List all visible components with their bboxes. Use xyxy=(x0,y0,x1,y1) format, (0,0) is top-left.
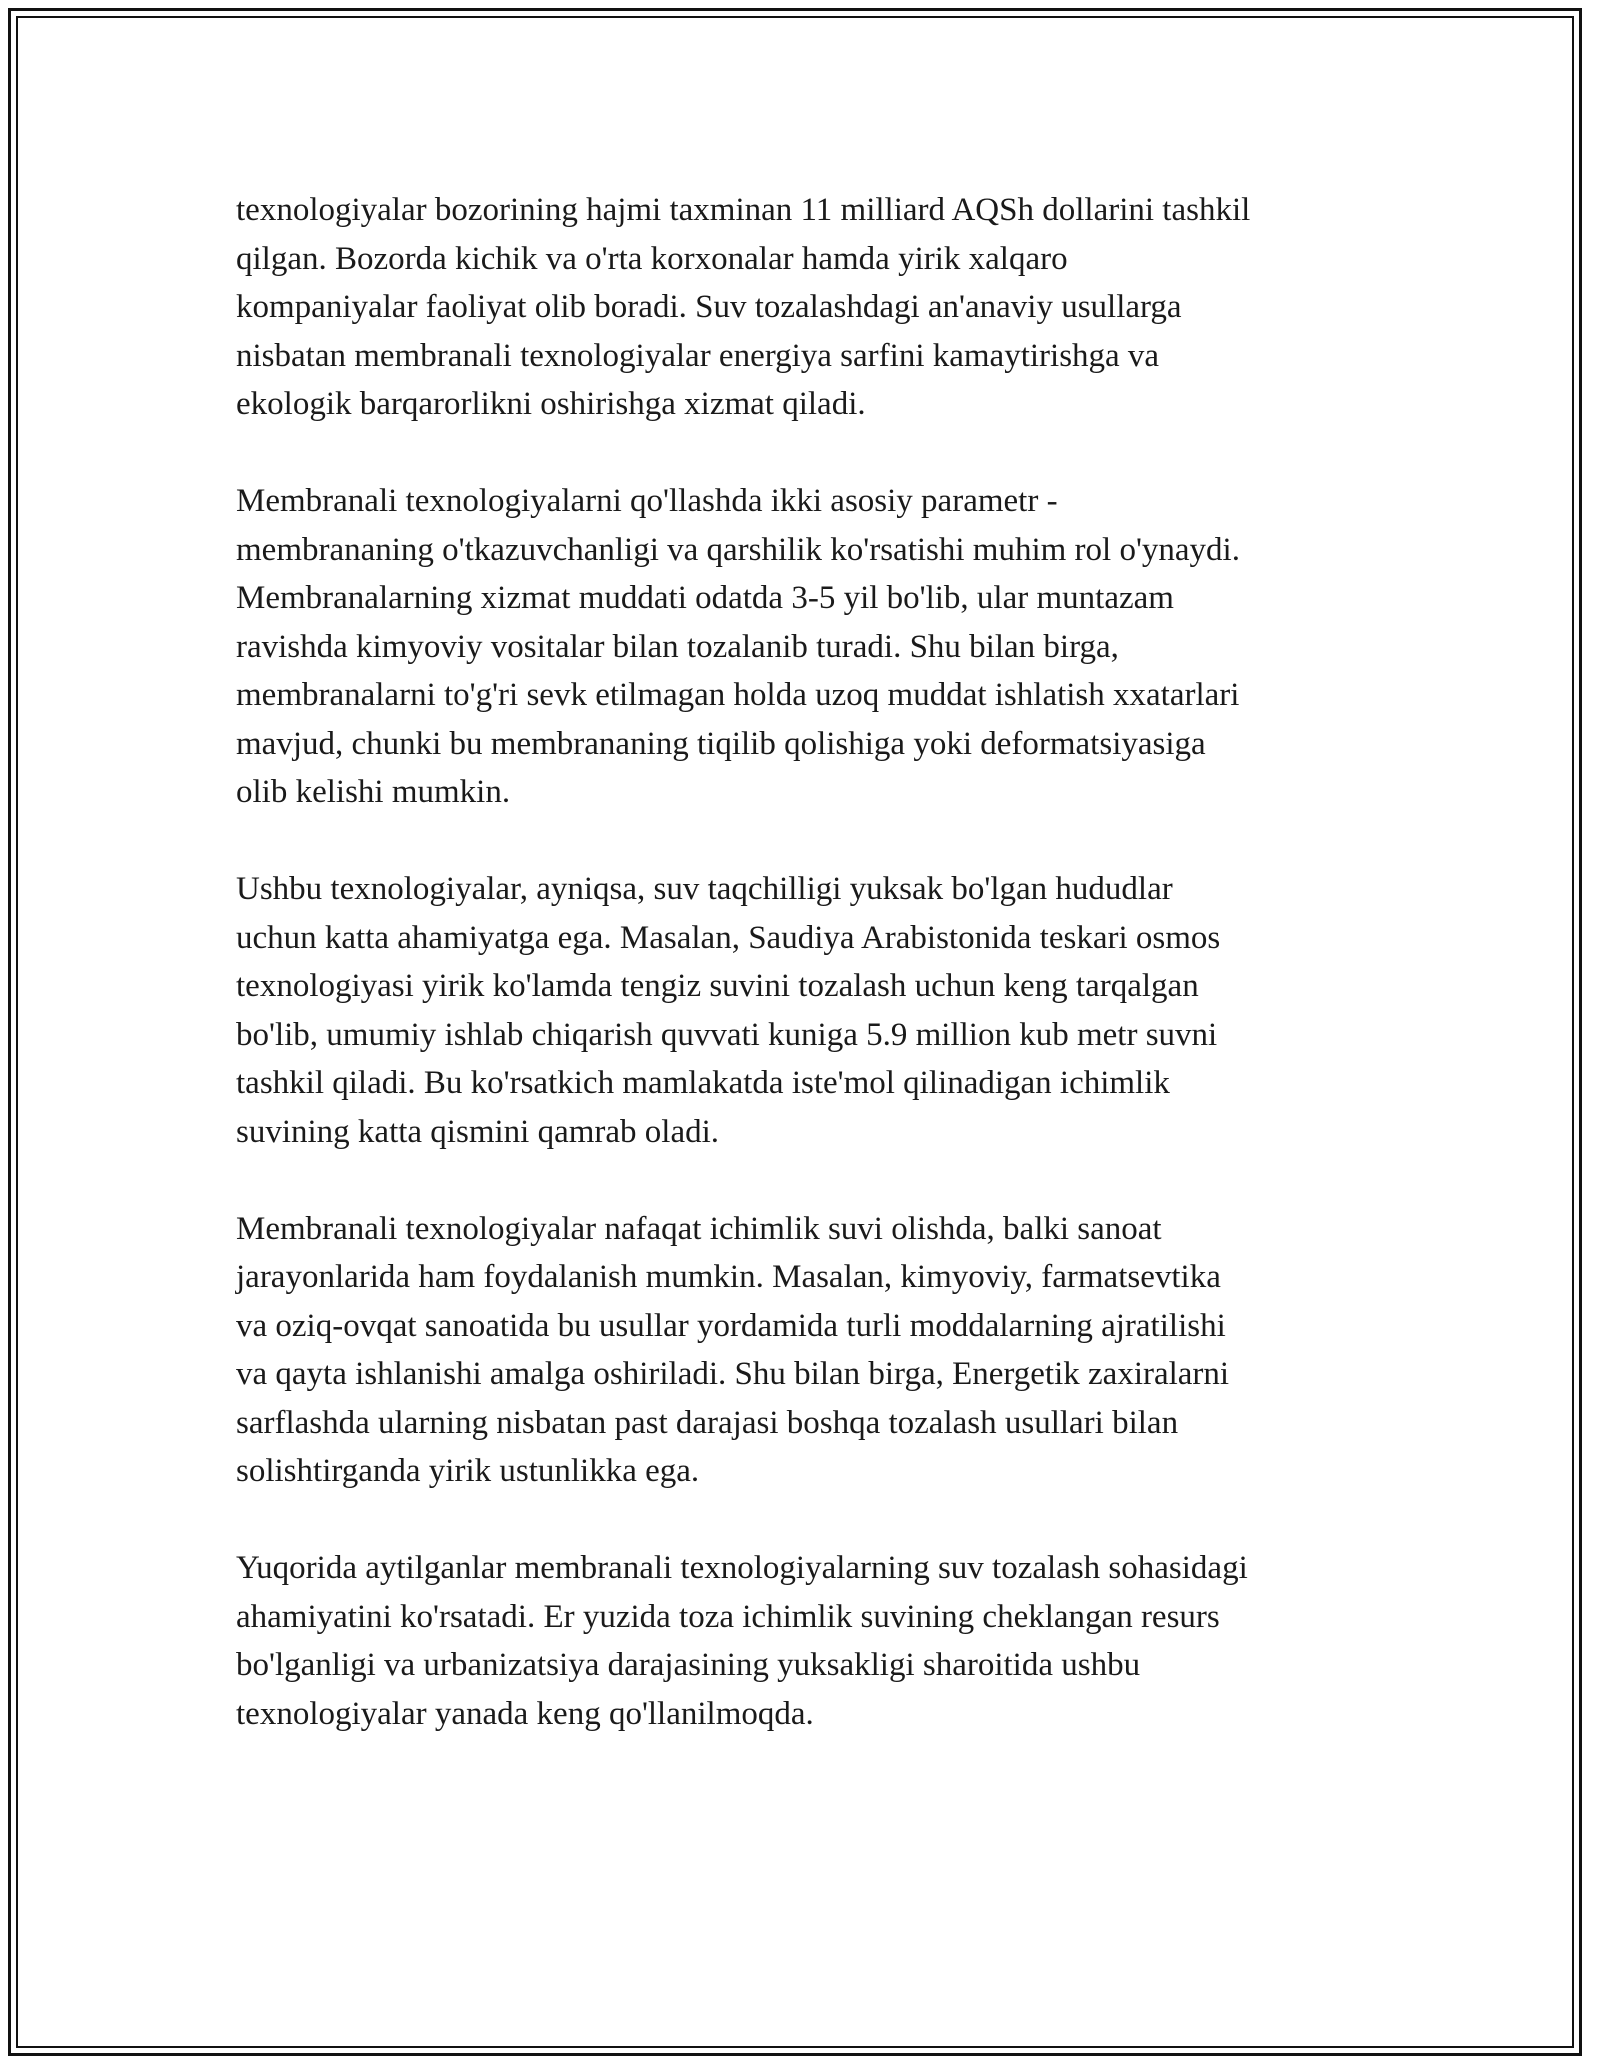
text-line: texnologiyalar bozorining hajmi taxminan 11 milliard AQSh dollarini tashkil xyxy=(236,192,1251,228)
text-line: ekologik barqarorlikni oshirishga xizmat qiladi. xyxy=(236,386,866,422)
text-line: tashkil qiladi. Bu ko'rsatkich mamlakatda iste'mol qilinadigan ichimlik xyxy=(236,1065,1170,1101)
text-line: solishtirganda yirik ustunlikka ega. xyxy=(236,1453,700,1489)
paragraph-2 xyxy=(236,477,1386,817)
text-line: bo'lganligi va urbanizatsiya darajasining yuksakligi sharoitida ushbu xyxy=(236,1647,1141,1683)
text-line: ravishda kimyoviy vositalar bilan tozalanib turadi. Shu bilan birga, xyxy=(236,628,1119,665)
text-line: suvining katta qismini qamrab oladi. xyxy=(236,1113,720,1150)
text-line: Yuqorida aytilganlar membranali texnologiyalarning suv tozalash sohasidagi xyxy=(236,1550,1248,1586)
text-line: va oziq-ovqat sanoatida bu usullar yordamida turli moddalarning ajratilishi xyxy=(236,1307,1226,1344)
text-line: bo'lib, umumiy ishlab chiqarish quvvati kuniga 5.9 million kub metr suvni xyxy=(236,1016,1218,1053)
text-line: texnologiyalar yanada keng qo'llanilmoqda. xyxy=(236,1695,814,1732)
text-line: sarflashda ularning nisbatan past darajasi boshqa tozalash usullari bilan xyxy=(236,1404,1179,1441)
text-line: ahamiyatini ko'rsatadi. Er yuzida toza ichimlik suvining cheklangan resurs xyxy=(236,1598,1220,1635)
paragraph-3 xyxy=(236,865,1386,1156)
document-body xyxy=(236,186,1386,1787)
text-line: kompaniyalar faoliyat olib boradi. Suv tozalashdagi an'anaviy usullarga xyxy=(236,289,1182,325)
paragraph-4 xyxy=(236,1205,1386,1496)
text-line: jarayonlarida ham foydalanish mumkin. Masalan, kimyoviy, farmatsevtika xyxy=(236,1259,1221,1295)
text-line: Membranali texnologiyalarni qo'llashda ikki asosiy parametr - xyxy=(236,483,1058,519)
text-line: olib kelishi mumkin. xyxy=(236,774,511,810)
text-line: qilgan. Bozorda kichik va o'rta korxonalar hamda yirik xalqaro xyxy=(236,240,1068,277)
text-line: Membranali texnologiyalar nafaqat ichimlik suvi olishda, balki sanoat xyxy=(236,1210,1162,1247)
text-line: nisbatan membranali texnologiyalar energiya sarfini kamaytirishga va xyxy=(236,337,1160,374)
text-line: mavjud, chunki bu membrananing tiqilib qolishiga yoki deformatsiyasiga xyxy=(236,725,1206,762)
paragraph-5 xyxy=(236,1544,1386,1738)
text-line: Ushbu texnologiyalar, ayniqsa, suv taqchilligi yuksak bo'lgan hududlar xyxy=(236,871,1173,907)
paragraph-1 xyxy=(236,186,1386,429)
text-line: va qayta ishlanishi amalga oshiriladi. Shu bilan birga, Energetik zaxiralarni xyxy=(236,1356,1230,1392)
text-line: uchun katta ahamiyatga ega. Masalan, Saudiya Arabistonida teskari osmos xyxy=(236,919,1221,956)
text-line: texnologiyasi yirik ko'lamda tengiz suvini tozalash uchun keng tarqalgan xyxy=(236,968,1199,1004)
text-line: membrananing o'tkazuvchanligi va qarshilik ko'rsatishi muhim rol o'ynaydi. xyxy=(236,531,1240,568)
text-line: Membranalarning xizmat muddati odatda 3-5 yil bo'lib, ular muntazam xyxy=(236,580,1174,616)
text-line: membranalarni to'g'ri sevk etilmagan holda uzoq muddat ishlatish xxatarlari xyxy=(236,677,1240,713)
